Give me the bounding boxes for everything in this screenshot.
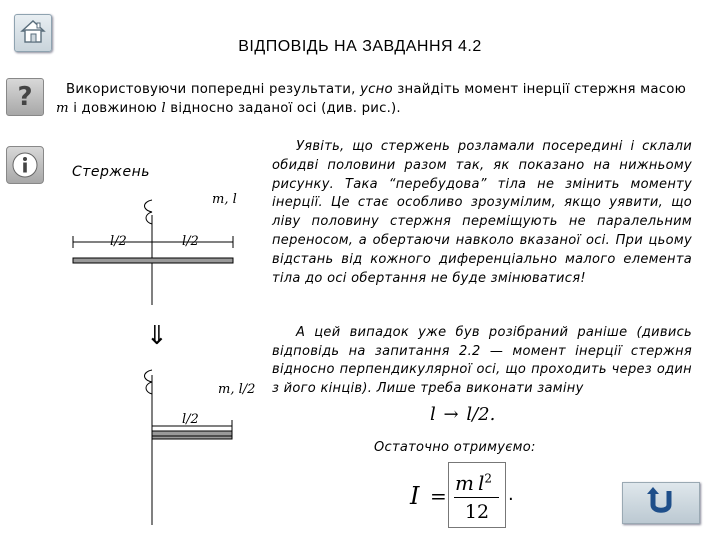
task-var-m: m — [56, 101, 69, 116]
down-arrow-icon: ⇓ — [146, 321, 168, 351]
task-emphasis: усно — [360, 82, 393, 97]
label-mass-half-length: m, l/2 — [218, 382, 256, 397]
label-left-half: l/2 — [110, 234, 127, 249]
task-var-l: l — [161, 101, 166, 116]
substitution-formula — [430, 404, 495, 425]
fraction-bar — [454, 497, 499, 498]
subst-from: l — [430, 404, 436, 425]
return-arrow-icon — [645, 485, 677, 521]
task-text-4: відносно заданої осі (див. рис.). — [165, 101, 401, 116]
formula-box — [448, 462, 506, 528]
label-right-half: l/2 — [182, 234, 199, 249]
label-bottom-half: l/2 — [182, 412, 199, 427]
question-icon: ? — [6, 78, 44, 116]
page-title: ВІДПОВІДЬ НА ЗАВДАННЯ 4.2 — [238, 38, 482, 55]
subst-to: l/2. — [466, 404, 496, 425]
task-text-2: знайдіть момент інерції стержня масою — [392, 82, 687, 97]
task-text-3: і довжиною — [68, 101, 162, 116]
formula-denominator: 12 — [464, 501, 490, 523]
info-icon — [6, 146, 44, 184]
formula-dot: . — [508, 484, 514, 505]
final-formula — [408, 462, 518, 532]
figure-caption: Стержень — [72, 164, 151, 180]
task-statement — [56, 80, 696, 118]
explanation-paragraph-1: Уявіть, що стержень розламали посередині і склали обидві половини разом так, як показано на нижньому рисунку. Така “перебудова” тіла не змінить моменту інерції. Це стає особливо зрозумілим, якщо уявити, що ліву половину стержня переміщують не паралельним переносом, а обертаючи навколо вказаної осі. При цьому відстань від кожного диференціально малого елемента тіла до осі обертання не буде змінюватися! — [272, 139, 692, 286]
formula-numerator: m $l^2$ — [455, 471, 493, 495]
subst-arrow: → — [443, 404, 459, 425]
explanation-paragraph-2: А цей випадок уже був розібраний раніше (дивись відповідь на запитання 2.2 — момент інерції стержня відносно перпендикулярної осі, що проходить через один з його кінців). Лише треба виконати заміну — [272, 325, 692, 396]
final-label: Остаточно отримуємо: — [374, 440, 536, 455]
formula-lhs: I — [410, 482, 420, 510]
label-mass-length: m, l — [212, 192, 237, 207]
task-text-1: Використовуючи попередні результати, — [66, 82, 360, 97]
formula-eq: = — [430, 484, 447, 508]
return-button[interactable] — [622, 482, 700, 524]
rod-figure — [60, 160, 270, 530]
